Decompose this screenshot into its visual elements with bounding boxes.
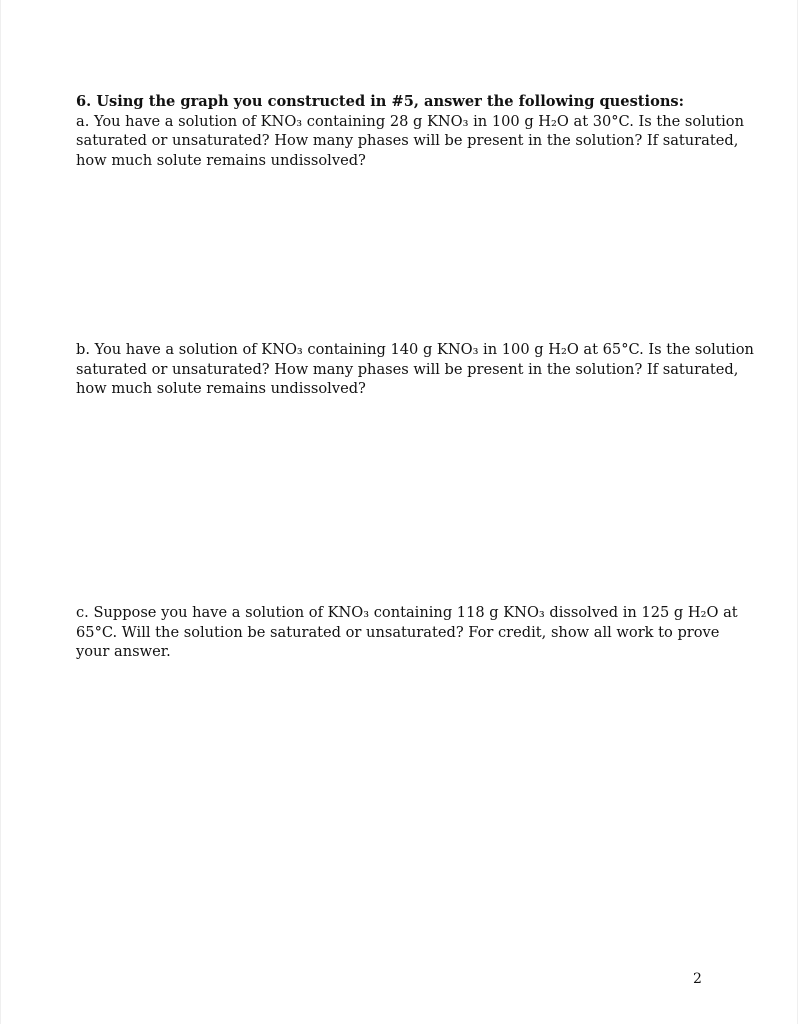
question-6c-line-1: c. Suppose you have a solution of KNO₃ containing 118 g KNO₃ dissolved in 125 g H₂O at xyxy=(76,604,738,621)
question-6c-line-3: your answer. xyxy=(76,643,171,660)
question-6c-block xyxy=(76,603,738,662)
question-6b-block xyxy=(76,340,754,399)
question-6-heading: 6. Using the graph you constructed in #5, answer the following questions: xyxy=(76,93,685,110)
question-6a-line-1: a. You have a solution of KNO₃ containing 28 g KNO₃ in 100 g H₂O at 30°C. Is the solution xyxy=(76,112,744,130)
question-6a-line-3: how much solute remains undissolved? xyxy=(76,151,366,169)
question-6c-line-2: 65°C. Will the solution be saturated or unsaturated? For credit, show all work to prove xyxy=(76,623,720,641)
question-6b-line-1: b. You have a solution of KNO₃ containing 140 g KNO₃ in 100 g H₂O at 65°C. Is the solution xyxy=(76,341,754,358)
question-6b-line-2: saturated or unsaturated? How many phases will be present in the solution? If saturated, xyxy=(76,360,739,378)
question-6-block xyxy=(76,92,744,170)
question-6a-line-2: saturated or unsaturated? How many phases will be present in the solution? If saturated, xyxy=(76,132,739,149)
question-6b-line-3: how much solute remains undissolved? xyxy=(76,380,366,397)
page-number: 2 xyxy=(693,971,702,987)
